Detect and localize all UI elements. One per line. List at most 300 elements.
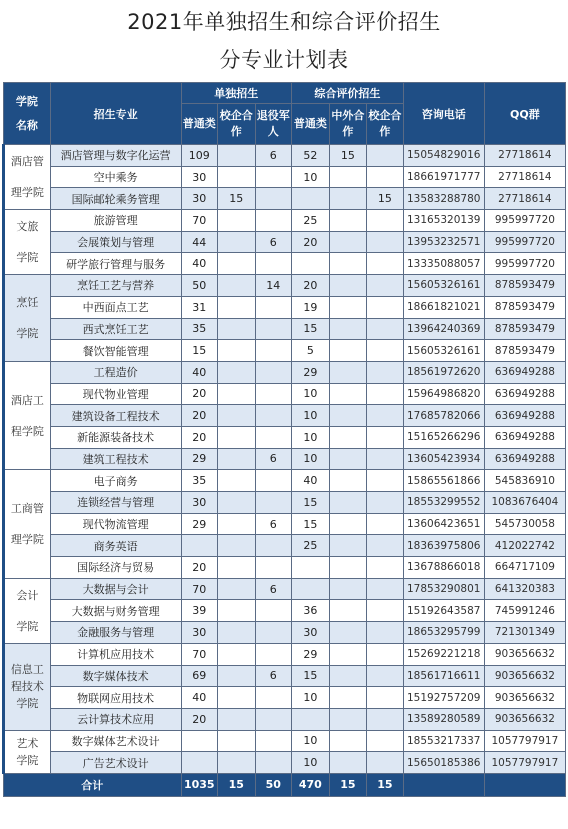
table-row: [4, 578, 566, 600]
cell-dz-putong: [181, 752, 218, 774]
cell-zh-xiaoqi: [367, 253, 404, 275]
cell-phone: 13583288780: [403, 188, 484, 210]
cell-qq: 545836910: [484, 470, 565, 492]
cell-dz-putong: 20: [181, 708, 218, 730]
cell-phone: 15269221218: [403, 643, 484, 665]
cell-dz-putong: 40: [181, 687, 218, 709]
cell-major: 连锁经营与管理: [50, 492, 181, 514]
cell-zh-putong: 20: [292, 231, 330, 253]
page-title: 2021年单独招生和综合评价招生: [127, 10, 441, 34]
cell-qq: 903656632: [484, 643, 565, 665]
cell-zh-putong: 10: [292, 166, 330, 188]
cell-dz-xiaoqi: [218, 318, 256, 340]
college-name: [4, 470, 51, 578]
cell-zh-xiaoqi: [367, 318, 404, 340]
cell-dz-xiaoqi: [218, 448, 256, 470]
cell-qq: 664717109: [484, 557, 565, 579]
cell-qq: 878593479: [484, 340, 565, 362]
total-dz-tuiyi: 50: [255, 773, 292, 796]
cell-dz-putong: 31: [181, 296, 218, 318]
cell-zh-zhongwai: [329, 708, 367, 730]
cell-zh-xiaoqi: [367, 275, 404, 297]
total-label: 合计: [4, 773, 182, 796]
header-college-line1: 学院: [15, 94, 38, 108]
cell-dz-putong: 30: [181, 622, 218, 644]
cell-zh-xiaoqi: [367, 730, 404, 752]
cell-phone: 18363975806: [403, 535, 484, 557]
table-row: [4, 665, 566, 687]
cell-zh-putong: 10: [292, 383, 330, 405]
cell-dz-xiaoqi: [218, 513, 256, 535]
cell-dz-xiaoqi: [218, 708, 256, 730]
cell-zh-zhongwai: [329, 687, 367, 709]
college-name-line: 程学院: [10, 424, 44, 438]
college-name-line: 烹饪: [16, 296, 39, 309]
cell-phone: 18661971777: [403, 166, 484, 188]
cell-qq: 745991246: [484, 600, 565, 622]
cell-zh-zhongwai: [329, 405, 367, 427]
cell-zh-putong: 15: [292, 513, 330, 535]
cell-zh-putong: 40: [292, 470, 330, 492]
table-row: [4, 210, 566, 232]
cell-major: 会展策划与管理: [50, 231, 181, 253]
cell-dz-putong: 40: [181, 253, 218, 275]
cell-dz-putong: 30: [181, 166, 218, 188]
cell-dz-tuiyi: [255, 643, 292, 665]
total-zh-putong: 470: [292, 773, 330, 796]
cell-phone: 18561716611: [403, 665, 484, 687]
college-name: [4, 210, 51, 275]
cell-dz-putong: 35: [181, 470, 218, 492]
cell-qq: 903656632: [484, 687, 565, 709]
cell-qq: 995997720: [484, 231, 565, 253]
cell-dz-xiaoqi: [218, 210, 256, 232]
cell-dz-tuiyi: [255, 687, 292, 709]
cell-major: 酒店管理与数字化运营: [50, 145, 181, 167]
cell-zh-zhongwai: [329, 188, 367, 210]
cell-major: 计算机应用技术: [50, 643, 181, 665]
cell-zh-zhongwai: [329, 622, 367, 644]
cell-zh-putong: 36: [292, 600, 330, 622]
header-zh-xiaoqi: 校企合作: [367, 104, 404, 145]
college-name-line: 学院: [16, 619, 39, 633]
cell-major: 西式烹饪工艺: [50, 318, 181, 340]
cell-dz-tuiyi: 6: [255, 145, 292, 167]
cell-zh-putong: [292, 188, 330, 210]
cell-zh-xiaoqi: [367, 145, 404, 167]
table-row: [4, 253, 566, 275]
cell-zh-putong: [292, 557, 330, 579]
cell-dz-xiaoqi: [218, 578, 256, 600]
cell-dz-tuiyi: [255, 361, 292, 383]
cell-zh-zhongwai: [329, 643, 367, 665]
college-name: [4, 145, 51, 210]
cell-qq: 878593479: [484, 296, 565, 318]
cell-dz-xiaoqi: [218, 145, 256, 167]
total-phone-empty: [403, 773, 484, 796]
cell-dz-putong: 30: [181, 188, 218, 210]
cell-zh-zhongwai: [329, 600, 367, 622]
cell-phone: 15605326161: [403, 340, 484, 362]
cell-zh-xiaoqi: [367, 231, 404, 253]
cell-major: 旅游管理: [50, 210, 181, 232]
cell-zh-putong: 15: [292, 665, 330, 687]
table-row: [4, 188, 566, 210]
table-row: [4, 492, 566, 514]
cell-dz-xiaoqi: [218, 166, 256, 188]
college-name-line: 理学院: [10, 533, 44, 547]
cell-zh-zhongwai: [329, 210, 367, 232]
college-name-line: 信息工: [10, 663, 44, 677]
cell-dz-xiaoqi: [218, 361, 256, 383]
cell-dz-tuiyi: [255, 296, 292, 318]
college-name-line: 工商管: [10, 502, 44, 516]
cell-qq: 995997720: [484, 210, 565, 232]
cell-zh-xiaoqi: [367, 383, 404, 405]
cell-dz-xiaoqi: [218, 405, 256, 427]
header-zh-zhongwai: 中外合作: [329, 104, 367, 145]
cell-dz-tuiyi: [255, 188, 292, 210]
college-name: [4, 275, 51, 362]
cell-dz-tuiyi: [255, 492, 292, 514]
cell-major: 建筑工程技术: [50, 448, 181, 470]
college-name-line: 学院: [16, 251, 39, 265]
cell-dz-putong: [181, 535, 218, 557]
cell-zh-zhongwai: [329, 730, 367, 752]
cell-zh-xiaoqi: [367, 557, 404, 579]
college-name-line: 艺术: [16, 736, 39, 750]
cell-dz-putong: 44: [181, 231, 218, 253]
cell-qq: 636949288: [484, 361, 565, 383]
cell-dz-tuiyi: 6: [255, 513, 292, 535]
header-college-line2: 名称: [15, 118, 38, 132]
header-dz-putong: 普通类: [181, 104, 218, 145]
cell-zh-putong: 15: [292, 318, 330, 340]
cell-zh-xiaoqi: [367, 210, 404, 232]
cell-phone: 15192643587: [403, 600, 484, 622]
cell-zh-putong: [292, 253, 330, 275]
cell-zh-zhongwai: [329, 578, 367, 600]
college-name-line: 酒店工: [10, 393, 44, 407]
cell-dz-xiaoqi: [218, 643, 256, 665]
cell-dz-putong: 29: [181, 513, 218, 535]
cell-dz-tuiyi: [255, 405, 292, 427]
table-row: [4, 145, 566, 167]
cell-zh-putong: 15: [292, 492, 330, 514]
cell-zh-zhongwai: [329, 231, 367, 253]
cell-qq: 636949288: [484, 383, 565, 405]
cell-dz-xiaoqi: 15: [218, 188, 256, 210]
cell-dz-putong: 50: [181, 275, 218, 297]
cell-zh-zhongwai: [329, 318, 367, 340]
cell-dz-putong: 29: [181, 448, 218, 470]
cell-zh-xiaoqi: [367, 643, 404, 665]
cell-phone: 18553217337: [403, 730, 484, 752]
cell-dz-xiaoqi: [218, 665, 256, 687]
cell-dz-tuiyi: 6: [255, 448, 292, 470]
cell-zh-zhongwai: [329, 752, 367, 774]
cell-dz-putong: 20: [181, 383, 218, 405]
cell-dz-tuiyi: [255, 622, 292, 644]
cell-phone: 15865561866: [403, 470, 484, 492]
cell-zh-zhongwai: [329, 296, 367, 318]
table-row: [4, 166, 566, 188]
cell-zh-zhongwai: [329, 557, 367, 579]
cell-dz-tuiyi: [255, 535, 292, 557]
cell-major: 金融服务与管理: [50, 622, 181, 644]
header-zh-putong: 普通类: [292, 104, 330, 145]
total-qq-empty: [484, 773, 565, 796]
cell-zh-xiaoqi: [367, 600, 404, 622]
cell-zh-putong: 20: [292, 275, 330, 297]
cell-zh-zhongwai: [329, 361, 367, 383]
cell-zh-putong: 52: [292, 145, 330, 167]
cell-zh-xiaoqi: [367, 622, 404, 644]
cell-dz-xiaoqi: [218, 557, 256, 579]
cell-zh-zhongwai: [329, 665, 367, 687]
table-row: [4, 622, 566, 644]
cell-dz-tuiyi: 6: [255, 665, 292, 687]
cell-phone: 18561972620: [403, 361, 484, 383]
table-row: [4, 730, 566, 752]
college-name-line: 学院: [16, 753, 39, 767]
header-dz-xiaoqi: 校企合作: [218, 104, 256, 145]
cell-dz-xiaoqi: [218, 296, 256, 318]
cell-qq: 878593479: [484, 275, 565, 297]
table-row: [4, 708, 566, 730]
cell-dz-putong: 30: [181, 492, 218, 514]
cell-qq: 903656632: [484, 665, 565, 687]
cell-qq: 636949288: [484, 448, 565, 470]
cell-dz-tuiyi: [255, 340, 292, 362]
cell-qq: 641320383: [484, 578, 565, 600]
cell-zh-xiaoqi: [367, 166, 404, 188]
table-row: [4, 600, 566, 622]
cell-dz-putong: [181, 730, 218, 752]
table-row: [4, 470, 566, 492]
table-row: [4, 426, 566, 448]
cell-major: 国际经济与贸易: [50, 557, 181, 579]
cell-phone: 13606423651: [403, 513, 484, 535]
header-college: [4, 83, 51, 145]
table-row: [4, 535, 566, 557]
college-name: [4, 578, 51, 643]
table-row: [4, 643, 566, 665]
college-name-line: 酒店管: [10, 155, 44, 169]
cell-dz-tuiyi: [255, 253, 292, 275]
cell-zh-putong: 10: [292, 730, 330, 752]
cell-qq: 903656632: [484, 708, 565, 730]
cell-dz-tuiyi: [255, 708, 292, 730]
cell-dz-tuiyi: [255, 383, 292, 405]
cell-phone: 15605326161: [403, 275, 484, 297]
cell-zh-zhongwai: [329, 470, 367, 492]
cell-zh-zhongwai: [329, 448, 367, 470]
table-row: [4, 513, 566, 535]
table-row: [4, 557, 566, 579]
cell-phone: 15192757209: [403, 687, 484, 709]
enrollment-plan-table: [2, 82, 566, 797]
cell-dz-xiaoqi: [218, 535, 256, 557]
cell-zh-zhongwai: [329, 166, 367, 188]
table-row: [4, 687, 566, 709]
table-row: [4, 340, 566, 362]
cell-dz-putong: 20: [181, 426, 218, 448]
cell-phone: 13953232571: [403, 231, 484, 253]
total-dz-putong: 1035: [181, 773, 218, 796]
cell-zh-putong: 10: [292, 448, 330, 470]
cell-qq: 878593479: [484, 318, 565, 340]
table-body: [4, 145, 566, 774]
college-name-line: 会计: [16, 588, 39, 602]
cell-zh-zhongwai: 15: [329, 145, 367, 167]
cell-zh-putong: 29: [292, 361, 330, 383]
cell-zh-zhongwai: [329, 253, 367, 275]
cell-zh-xiaoqi: [367, 340, 404, 362]
header-danzhao: 单独招生: [181, 83, 292, 104]
cell-phone: 18553299552: [403, 492, 484, 514]
cell-qq: 1057797917: [484, 752, 565, 774]
cell-dz-xiaoqi: [218, 492, 256, 514]
cell-dz-xiaoqi: [218, 600, 256, 622]
cell-zh-zhongwai: [329, 340, 367, 362]
cell-dz-tuiyi: [255, 426, 292, 448]
cell-zh-xiaoqi: [367, 361, 404, 383]
cell-dz-tuiyi: [255, 470, 292, 492]
header-dz-tuiyi: 退役军人: [255, 104, 292, 145]
cell-dz-putong: 39: [181, 600, 218, 622]
cell-dz-putong: 70: [181, 210, 218, 232]
cell-dz-putong: 40: [181, 361, 218, 383]
cell-qq: 1057797917: [484, 730, 565, 752]
cell-phone: 13165320139: [403, 210, 484, 232]
cell-qq: 27718614: [484, 166, 565, 188]
cell-phone: 18661821021: [403, 296, 484, 318]
cell-phone: 13678866018: [403, 557, 484, 579]
cell-phone: 13964240369: [403, 318, 484, 340]
table-row: [4, 318, 566, 340]
cell-phone: 15650185386: [403, 752, 484, 774]
cell-qq: 27718614: [484, 188, 565, 210]
cell-dz-tuiyi: 14: [255, 275, 292, 297]
cell-dz-xiaoqi: [218, 340, 256, 362]
cell-dz-putong: 69: [181, 665, 218, 687]
cell-dz-xiaoqi: [218, 383, 256, 405]
cell-dz-tuiyi: 6: [255, 231, 292, 253]
cell-zh-putong: 10: [292, 405, 330, 427]
cell-dz-xiaoqi: [218, 253, 256, 275]
cell-zh-xiaoqi: [367, 405, 404, 427]
cell-zh-putong: 10: [292, 426, 330, 448]
cell-major: 广告艺术设计: [50, 752, 181, 774]
cell-dz-tuiyi: 6: [255, 578, 292, 600]
cell-zh-xiaoqi: [367, 513, 404, 535]
cell-zh-xiaoqi: [367, 665, 404, 687]
cell-dz-xiaoqi: [218, 730, 256, 752]
cell-major: 物联网应用技术: [50, 687, 181, 709]
college-name-line: 学院: [16, 697, 39, 711]
cell-zh-xiaoqi: [367, 470, 404, 492]
cell-major: 数字媒体技术: [50, 665, 181, 687]
table-row: [4, 752, 566, 774]
cell-zh-zhongwai: [329, 492, 367, 514]
cell-qq: 545730058: [484, 513, 565, 535]
college-name: [4, 361, 51, 469]
cell-zh-putong: [292, 708, 330, 730]
cell-major: 餐饮智能管理: [50, 340, 181, 362]
cell-zh-zhongwai: [329, 513, 367, 535]
cell-zh-zhongwai: [329, 535, 367, 557]
cell-phone: 17685782066: [403, 405, 484, 427]
cell-major: 中西面点工艺: [50, 296, 181, 318]
header-qq: QQ群: [484, 83, 565, 145]
cell-qq: 412022742: [484, 535, 565, 557]
cell-zh-putong: 25: [292, 535, 330, 557]
cell-major: 大数据与会计: [50, 578, 181, 600]
cell-major: 空中乘务: [50, 166, 181, 188]
total-zh-xiaoqi: 15: [367, 773, 404, 796]
cell-dz-xiaoqi: [218, 687, 256, 709]
cell-phone: 18653295799: [403, 622, 484, 644]
cell-dz-xiaoqi: [218, 426, 256, 448]
cell-major: 商务英语: [50, 535, 181, 557]
cell-zh-zhongwai: [329, 426, 367, 448]
cell-major: 国际邮轮乘务管理: [50, 188, 181, 210]
cell-major: 现代物流管理: [50, 513, 181, 535]
cell-phone: 13605423934: [403, 448, 484, 470]
cell-qq: 27718614: [484, 145, 565, 167]
cell-dz-putong: 70: [181, 578, 218, 600]
cell-major: 数字媒体艺术设计: [50, 730, 181, 752]
cell-zh-zhongwai: [329, 383, 367, 405]
college-name: [4, 643, 51, 730]
cell-major: 大数据与财务管理: [50, 600, 181, 622]
cell-dz-tuiyi: [255, 557, 292, 579]
cell-dz-xiaoqi: [218, 275, 256, 297]
cell-zh-putong: 10: [292, 687, 330, 709]
header-zonghe: 综合评价招生: [292, 83, 404, 104]
cell-zh-xiaoqi: [367, 296, 404, 318]
cell-zh-xiaoqi: [367, 687, 404, 709]
cell-dz-xiaoqi: [218, 752, 256, 774]
cell-zh-putong: 25: [292, 210, 330, 232]
cell-major: 工程造价: [50, 361, 181, 383]
page-subtitle: 分专业计划表: [219, 48, 349, 72]
cell-zh-xiaoqi: [367, 535, 404, 557]
table-row: [4, 231, 566, 253]
cell-zh-putong: 10: [292, 752, 330, 774]
cell-major: 建筑设备工程技术: [50, 405, 181, 427]
cell-phone: 13335088057: [403, 253, 484, 275]
cell-dz-tuiyi: [255, 166, 292, 188]
college-name-line: 程技术: [10, 680, 44, 694]
cell-zh-putong: 5: [292, 340, 330, 362]
cell-qq: 1083676404: [484, 492, 565, 514]
total-dz-xiaoqi: 15: [218, 773, 256, 796]
cell-dz-putong: 20: [181, 557, 218, 579]
cell-zh-xiaoqi: [367, 752, 404, 774]
cell-major: 研学旅行管理与服务: [50, 253, 181, 275]
cell-zh-xiaoqi: [367, 426, 404, 448]
cell-qq: 721301349: [484, 622, 565, 644]
table-row: [4, 296, 566, 318]
college-name-line: 理学院: [10, 186, 44, 200]
cell-zh-xiaoqi: [367, 448, 404, 470]
college-name-line: 文旅: [16, 220, 39, 234]
cell-dz-tuiyi: [255, 730, 292, 752]
cell-dz-putong: 109: [181, 145, 218, 167]
cell-major: 现代物业管理: [50, 383, 181, 405]
